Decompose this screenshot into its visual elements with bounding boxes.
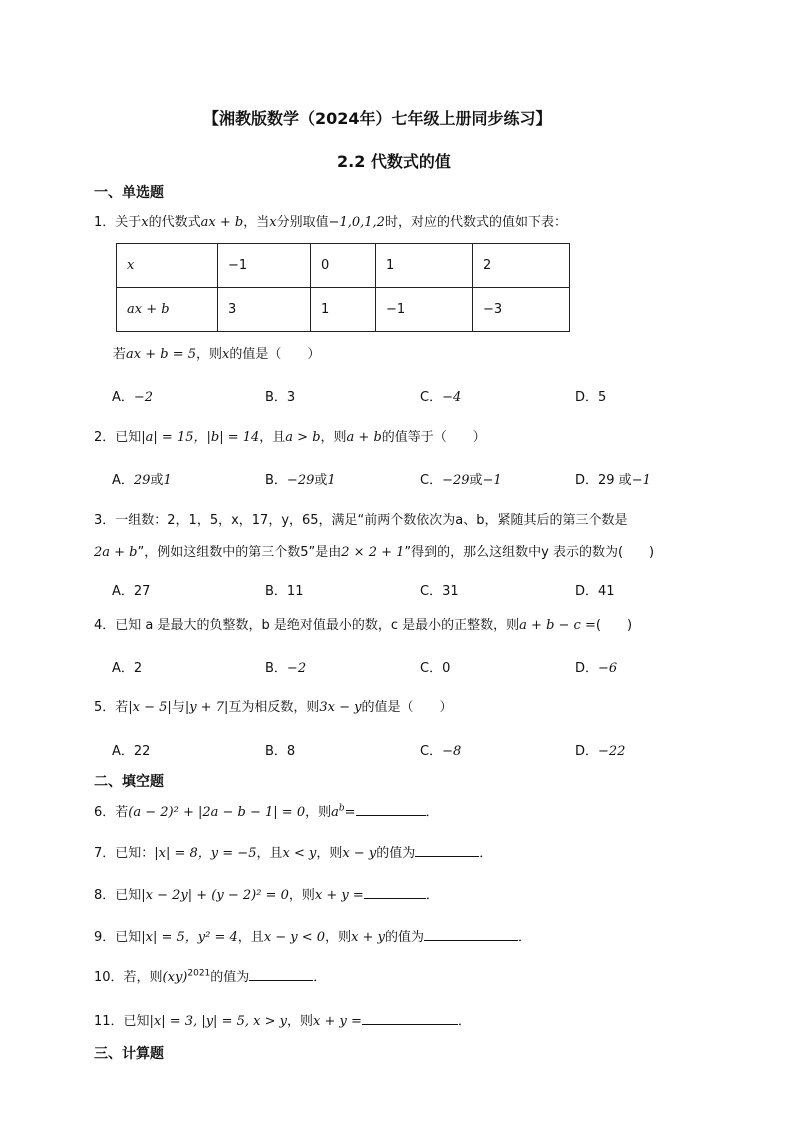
- worksheet-title: 【湘教版数学（2024年）七年级上册同步练习】: [203, 109, 552, 128]
- table-cell: 2: [473, 244, 570, 288]
- q4-option-a[interactable]: A．2: [112, 661, 143, 676]
- q1-option-a[interactable]: A．−2: [112, 390, 154, 405]
- question-9: 9．已知|x| = 5，y² = 4，且x − y < 0，则x + y的值为 ．: [94, 930, 531, 945]
- lesson-title: 2.2 代数式的值: [337, 152, 451, 171]
- question-3-stem-line1: 3．一组数：2，1，5，x，17，y，65，满足“前两个数依次为a、b，紧随其后的第三个数是: [94, 513, 628, 528]
- q4-option-c[interactable]: C．0: [420, 661, 451, 676]
- question-1-ask: 若ax + b = 5，则x的值是（ ）: [113, 347, 321, 362]
- answer-blank[interactable]: [249, 968, 313, 981]
- table-cell: 1: [311, 288, 376, 332]
- section-heading-single-choice: 一、单选题: [94, 185, 164, 201]
- section-heading-calculation: 三、计算题: [94, 1046, 164, 1062]
- q5-option-a[interactable]: A．22: [112, 744, 151, 759]
- table-cell: −3: [473, 288, 570, 332]
- question-2-stem: 2．已知|a| = 15，|b| = 14，且a > b，则a + b的值等于（ ）: [94, 430, 486, 445]
- table-row: [117, 288, 570, 332]
- q2-option-b[interactable]: B．−29或1: [265, 473, 336, 488]
- question-5-stem: 5．若|x − 5|与|y + 7|互为相反数，则3x − y的值是（ ）: [94, 700, 453, 715]
- q1-option-b[interactable]: B．3: [265, 390, 296, 405]
- table-cell: x: [117, 244, 218, 288]
- question-11: 11．已知|x| = 3, |y| = 5, x > y，则x + y = ．: [94, 1014, 471, 1029]
- q2-option-d[interactable]: D．29 或−1: [575, 473, 651, 488]
- table-cell: −1: [218, 244, 311, 288]
- question-10: 10．若，则(xy)$^{2021}$的值为 ．: [94, 968, 327, 985]
- q1-option-c[interactable]: C．−4: [420, 390, 462, 405]
- q3-option-c[interactable]: C．31: [420, 584, 459, 599]
- answer-blank[interactable]: [364, 886, 426, 899]
- question-4-stem: 4．已知 a 是最大的负整数，b 是绝对值最小的数，c 是最小的正整数，则a + b − c =( ): [94, 618, 633, 633]
- table-cell: 3: [218, 288, 311, 332]
- q5-option-c[interactable]: C．−8: [420, 744, 462, 759]
- table-cell: 0: [311, 244, 376, 288]
- q2-option-c[interactable]: C．−29或−1: [420, 473, 502, 488]
- q4-option-d[interactable]: D．−6: [575, 661, 618, 676]
- table-cell: −1: [376, 288, 473, 332]
- question-8: 8．已知|x − 2y| + (y − 2)² = 0，则x + y = ．: [94, 888, 439, 903]
- q5-option-b[interactable]: B．8: [265, 744, 296, 759]
- table-cell: ax + b: [117, 288, 218, 332]
- q3-option-b[interactable]: B．11: [265, 584, 304, 599]
- answer-blank[interactable]: [356, 803, 426, 816]
- q5-option-d[interactable]: D．−22: [575, 744, 626, 759]
- q1-option-d[interactable]: D．5: [575, 390, 607, 405]
- q3-option-d[interactable]: D．41: [575, 584, 615, 599]
- table-row: [117, 244, 570, 288]
- values-table: [116, 243, 570, 332]
- table-cell: 1: [376, 244, 473, 288]
- question-6: 6．若(a − 2)² + |2a − b − 1| = 0，则$a^b=$ ．: [94, 803, 439, 820]
- answer-blank[interactable]: [415, 844, 479, 857]
- answer-blank[interactable]: [362, 1012, 458, 1025]
- q3-option-a[interactable]: A．27: [112, 584, 151, 599]
- section-heading-fill-blank: 二、填空题: [94, 774, 164, 790]
- answer-blank[interactable]: [424, 928, 518, 941]
- q2-option-a[interactable]: A．29或1: [112, 473, 172, 488]
- question-1-stem: 1．关于x的代数式ax + b，当x分别取值−1,0,1,2时，对应的代数式的值如下表：: [94, 215, 567, 230]
- q4-option-b[interactable]: B．−2: [265, 661, 307, 676]
- question-3-stem-line2: 2a + b”，例如这组数中的第三个数5”是由2 × 2 + 1”得到的，那么这组数中y 表示的数为( ): [94, 545, 655, 560]
- question-7: 7．已知：|x| = 8，y = −5，且x < y，则x − y的值为 ．: [94, 846, 493, 861]
